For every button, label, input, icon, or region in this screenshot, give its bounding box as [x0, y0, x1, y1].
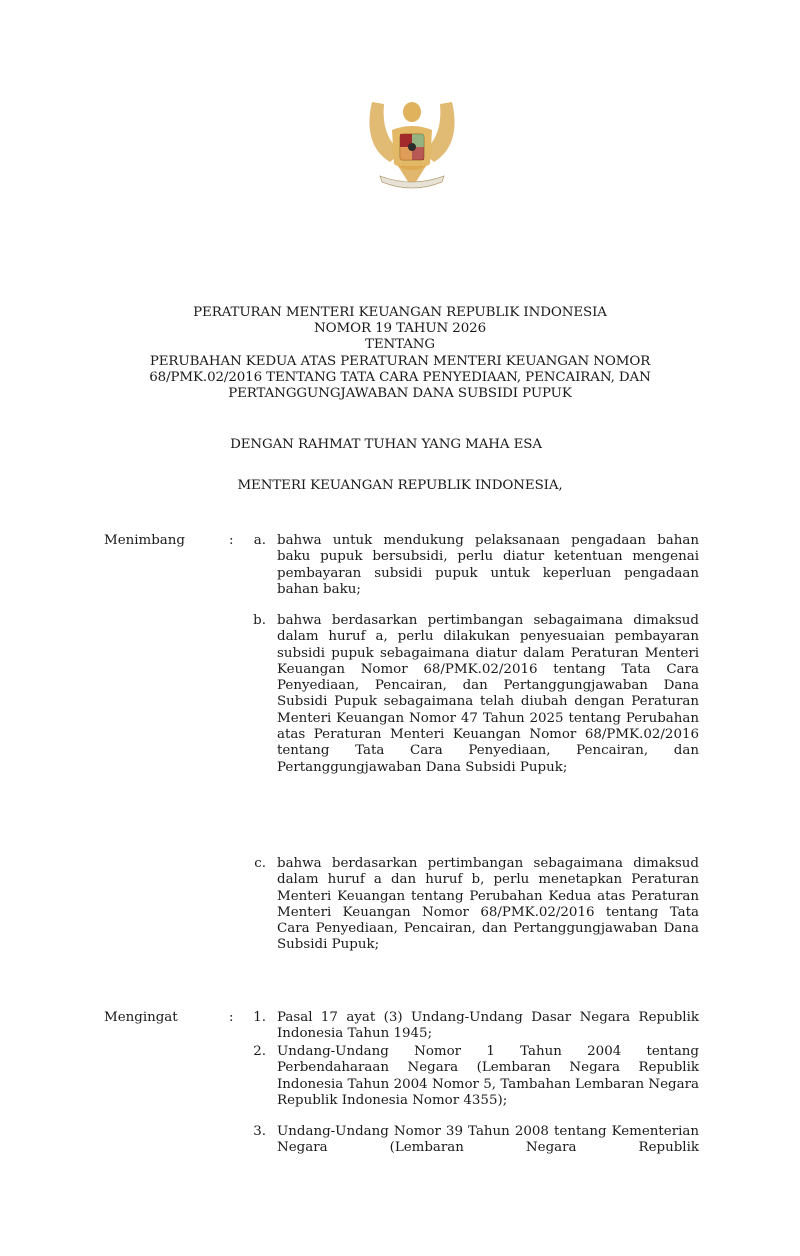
- mengingat-item-3: Undang-Undang Nomor 39 Tahun 2008 tentang Kementerian Negara (Lembaran Negara Republik: [277, 1124, 699, 1156]
- regulation-title-line-1: PERUBAHAN KEDUA ATAS PERATURAN MENTERI KEUANGAN NOMOR: [149, 354, 651, 369]
- blessing-line: DENGAN RAHMAT TUHAN YANG MAHA ESA: [230, 437, 542, 452]
- menimbang-marker-a: a.: [253, 533, 266, 548]
- menimbang-marker-c: c.: [254, 856, 266, 871]
- mengingat-label: Mengingat: [104, 1010, 178, 1025]
- menimbang-item-c: bahwa berdasarkan pertimbangan sebagaimana dimaksud dalam huruf a dan huruf b, perlu menetapkan Peraturan Menteri Keuangan tentang Perubahan Kedua atas Peraturan Menteri Keuangan Nomor 68/PMK.02/2016 tentang Tata Cara Penyediaan, Pencairan, dan Pertanggungjawaban Dana Subsidi Pupuk;: [277, 856, 699, 953]
- garuda-emblem-icon: [362, 92, 462, 200]
- menimbang-label: Menimbang: [104, 533, 185, 548]
- regulation-number: NOMOR 19 TAHUN 2026: [313, 321, 486, 336]
- mengingat-item-2: Undang-Undang Nomor 1 Tahun 2004 tentang Perbendaharaan Negara (Lembaran Negara Republik Indonesia Tahun 2004 Nomor 5, Tambahan Lembaran Negara Republik Indonesia Nomor 4355);: [277, 1044, 699, 1108]
- menimbang-item-b: bahwa berdasarkan pertimbangan sebagaimana dimaksud dalam huruf a, perlu dilakukan penyesuaian pembayaran subsidi pupuk sebagaimana diatur dalam Peraturan Menteri Keuangan Nomor 68/PMK.02/2016 tentang Tata Cara Penyediaan, Pencairan, dan Pertanggungjawaban Dana Subsidi Pupuk sebagaimana telah diubah dengan Peraturan Menteri Keuangan Nomor 47 Tahun 2025 tentang Perubahan atas Peraturan Menteri Keuangan Nomor 68/PMK.02/2016 tentang Tata Cara Penyediaan, Pencairan, dan Pertanggungjawaban Dana Subsidi Pupuk;: [277, 613, 699, 775]
- regulation-heading: PERATURAN MENTERI KEUANGAN REPUBLIK INDONESIA: [193, 305, 607, 320]
- mengingat-item-1: Pasal 17 ayat (3) Undang-Undang Dasar Negara Republik Indonesia Tahun 1945;: [277, 1010, 699, 1042]
- regulation-title-line-2: 68/PMK.02/2016 TENTANG TATA CARA PENYEDIAAN, PENCAIRAN, DAN: [149, 370, 651, 385]
- mengingat-marker-2: 2.: [253, 1044, 266, 1059]
- menimbang-marker-b: b.: [253, 613, 266, 628]
- mengingat-marker-3: 3.: [253, 1124, 266, 1139]
- menimbang-item-a: bahwa untuk mendukung pelaksanaan pengadaan bahan baku pupuk bersubsidi, perlu diatur ketentuan mengenai pembayaran subsidi pupuk untuk keperluan pengadaan bahan baku;: [277, 533, 699, 597]
- issuer-line: MENTERI KEUANGAN REPUBLIK INDONESIA,: [237, 478, 563, 493]
- mengingat-marker-1: 1.: [253, 1010, 266, 1025]
- menimbang-colon: :: [229, 533, 234, 548]
- mengingat-colon: :: [229, 1010, 234, 1025]
- regulation-title-line-3: PERTANGGUNGJAWABAN DANA SUBSIDI PUPUK: [228, 386, 572, 401]
- tentang-label: TENTANG: [364, 337, 435, 352]
